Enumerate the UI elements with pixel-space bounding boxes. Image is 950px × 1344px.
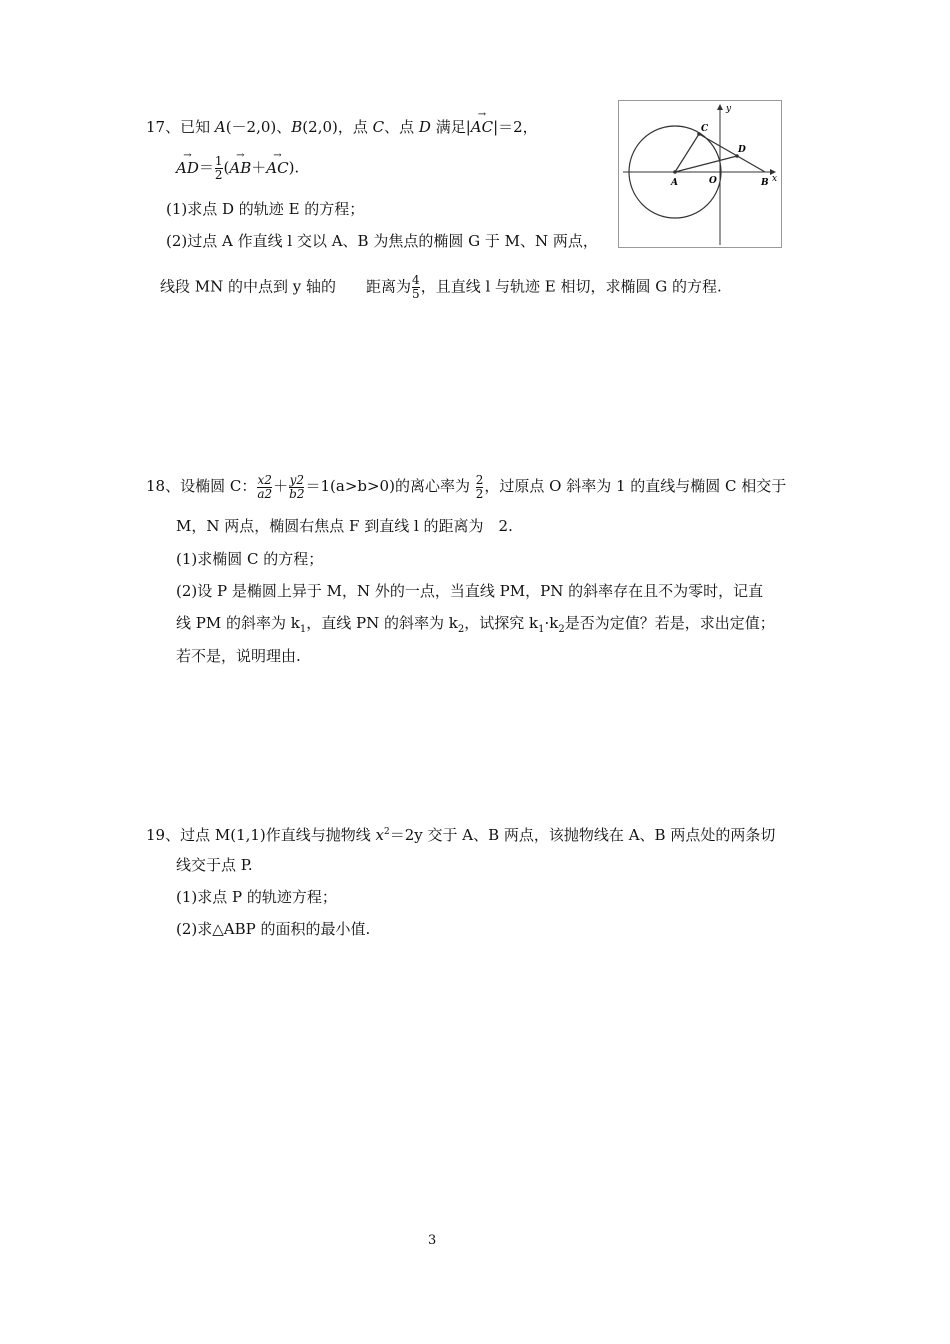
segment-ad [675,156,737,172]
q19-part2: (2)求△ABP 的面积的最小值. [176,920,371,938]
point-b: B [291,118,303,136]
frac-denominator: b2 [289,486,305,501]
point-a-coord: (－2,0)、 [225,118,292,136]
circle-diagram [619,101,781,247]
frac-denominator: 2 [475,486,484,501]
q17-figure [618,100,782,248]
plus-sign: ＋ [251,158,267,177]
label-d: D [738,145,746,155]
fraction-x2-a2 [257,474,272,501]
q17-line5-lead: 线段 MN 的中点到 y 轴的 距离为 [160,277,412,296]
frac-denominator: a2 [257,486,273,501]
frac-numerator: 1 [214,154,223,168]
subscript-2: 2 [457,624,465,635]
q19-part1: (1)求点 P 的轨迹方程； [176,888,337,906]
point-a: A [214,118,226,136]
label-y: y [726,104,732,114]
label-b: B [761,178,769,188]
q17-line1-tail: |＝2， [493,118,538,136]
q19-lead: 19、过点 M(1,1)作直线与抛物线 [146,826,376,844]
vector-ad: → AD [176,158,199,178]
q18-lead: 18、设椭圆 C： [146,477,257,495]
q18-line2: M，N 两点，椭圆右焦点 F 到直线 l 的距离为 2. [176,517,513,535]
fraction-eccentricity [476,474,484,501]
var-x: x [375,826,385,844]
q17-line2 [176,155,299,182]
vector-ac: → AC [471,117,493,137]
subscript-1b: 1 [538,624,545,635]
ellipse-condition: ＝1(a>b>0)的离心率为 [305,477,475,495]
q18-part2c: 若不是，说明理由. [176,647,301,665]
point-d: D [418,118,431,136]
open-paren: ( [223,158,230,177]
frac-denominator: 2 [214,168,223,182]
frac-numerator: 2 [475,472,484,487]
text-explore: ，试探究 k [464,614,539,632]
label-o: O [709,176,717,186]
q17-lead: 17、已知 [146,118,215,136]
text-slope-pn: ，直线 PN 的斜率为 k [306,614,458,632]
subscript-2b: 2 [558,624,565,635]
label-x: x [772,174,778,184]
fraction-half [215,155,223,182]
q18-part1: (1)求椭圆 C 的方程； [176,550,324,568]
q17-satisfy-text: 满足| [430,118,471,136]
subscript-1: 1 [299,624,307,635]
q17-part2: (2)过点 A 作直线 l 交以 A、B 为焦点的椭圆 G 于 M、N 两点， [166,232,598,250]
frac-denominator: 5 [412,287,420,301]
point-b-coord: (2,0)，点 [302,118,373,136]
superscript-2: 2 [384,827,390,837]
q19-line2: 线交于点 P. [176,856,253,874]
q18-line1 [146,471,786,501]
plus-sign: ＋ [273,477,289,495]
frac-numerator: 4 [412,273,420,287]
q19-line1-tail: ＝2y 交于 A、B 两点，该抛物线在 A、B 两点处的两条切 [389,826,776,844]
q17-part1: (1)求点 D 的轨迹 E 的方程； [166,200,365,218]
label-c: C [701,124,709,134]
vector-ac-2: → AC [266,158,288,178]
point-c: C [372,118,385,136]
text-dot-k: ·k [544,614,559,632]
frac-numerator: x2 [257,472,272,487]
fraction-four-fifths [412,274,420,301]
page-number: 3 [428,1233,437,1248]
q17-line5-tail: ，且直线 l 与轨迹 E 相切，求椭圆 G 的方程. [420,277,722,296]
fraction-y2-b2 [289,474,304,501]
segment-cb [699,134,765,172]
q17-line1 [146,117,538,137]
q18-part2b [176,613,775,640]
close-paren: ). [288,158,300,177]
equals-sign: ＝ [198,158,214,177]
text-is-constant: 是否为定值？若是，求出定值； [564,614,775,632]
q18-part2a: (2)设 P 是椭圆上异于 M，N 外的一点，当直线 PM，PN 的斜率存在且不为零时，记直 [176,582,764,600]
dot-a [673,170,677,174]
q17-line5 [160,274,722,301]
q19-line1 [146,822,775,845]
q18-line1-tail: ，过原点 O 斜率为 1 的直线与椭圆 C 相交于 [484,477,787,495]
frac-numerator: y2 [289,472,305,487]
text-slope-pm: 线 PM 的斜率为 k [176,614,300,632]
q17-mid-text: 、点 [384,118,419,136]
vector-ab: → AB [229,158,251,178]
label-a: A [671,178,678,188]
